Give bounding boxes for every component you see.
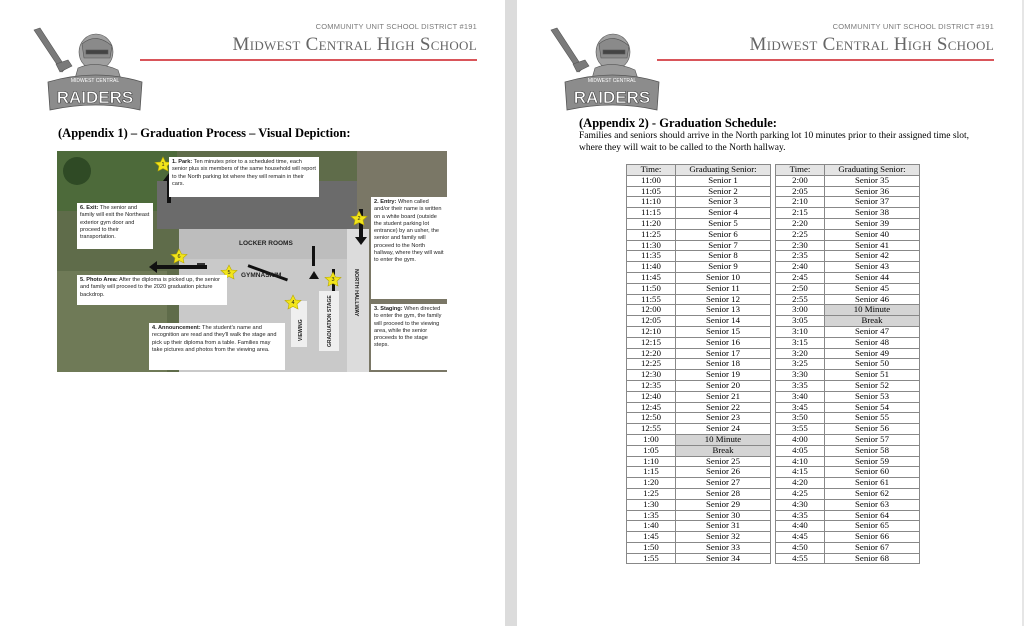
senior-cell: Senior 30 — [676, 510, 771, 521]
raiders-logo — [26, 24, 146, 112]
senior-cell: Senior 66 — [825, 532, 920, 543]
senior-cell: Senior 15 — [676, 326, 771, 337]
senior-cell: Senior 28 — [676, 488, 771, 499]
senior-cell: Senior 5 — [676, 218, 771, 229]
senior-cell: Senior 21 — [676, 391, 771, 402]
senior-cell: Senior 18 — [676, 359, 771, 370]
senior-cell: Senior 1 — [676, 175, 771, 186]
step-4-callout: 4. Announcement: The student's name and recognition are read and they'll walk the stage and pick up their diploma from a table. Families may take pictures and photos from the viewing area. — [149, 323, 285, 370]
time-cell: 3:30 — [776, 370, 825, 381]
time-cell: 11:50 — [627, 283, 676, 294]
senior-cell: Senior 36 — [825, 186, 920, 197]
time-cell: 3:00 — [776, 305, 825, 316]
senior-cell: Senior 20 — [676, 380, 771, 391]
time-cell: 2:30 — [776, 240, 825, 251]
senior-cell: Senior 19 — [676, 370, 771, 381]
senior-cell: Senior 38 — [825, 208, 920, 219]
senior-cell: Senior 27 — [676, 478, 771, 489]
time-cell: 12:25 — [627, 359, 676, 370]
table-row — [627, 218, 920, 229]
time-cell: 1:05 — [627, 445, 676, 456]
time-cell: 3:55 — [776, 424, 825, 435]
logo-arc-text: MIDWEST CENTRAL — [70, 78, 120, 84]
senior-cell: Senior 16 — [676, 337, 771, 348]
time-cell: 12:55 — [627, 424, 676, 435]
schedule-intro: Families and seniors should arrive in the North parking lot 10 minutes prior to their assigned time slot, where they will wait to be called to the North hallway. — [579, 131, 969, 153]
time-cell: 2:00 — [776, 175, 825, 186]
senior-cell: Senior 8 — [676, 251, 771, 262]
time-cell: 3:25 — [776, 359, 825, 370]
time-cell: 4:55 — [776, 553, 825, 564]
table-row — [627, 553, 920, 564]
star-2-label: 2 — [357, 216, 361, 222]
senior-cell: Senior 64 — [825, 510, 920, 521]
senior-cell: Senior 65 — [825, 521, 920, 532]
senior-cell: Senior 10 — [676, 272, 771, 283]
time-cell: 4:45 — [776, 532, 825, 543]
time-cell: 2:10 — [776, 197, 825, 208]
viewing-label: VIEWING — [298, 319, 304, 341]
time-cell: 3:10 — [776, 326, 825, 337]
senior-cell: Senior 12 — [676, 294, 771, 305]
time-cell: 3:35 — [776, 380, 825, 391]
time-cell: 11:00 — [627, 175, 676, 186]
senior-cell: Senior 44 — [825, 272, 920, 283]
senior-cell: Senior 68 — [825, 553, 920, 564]
time-cell: 4:30 — [776, 499, 825, 510]
time-cell: 2:05 — [776, 186, 825, 197]
step-5-callout: 5. Photo Area: After the diploma is picked up, the senior and family will proceed to the 2020 graduation picture backdrop. — [77, 275, 227, 305]
time-cell: 11:30 — [627, 240, 676, 251]
gymnasium-label: GYMNASIUM — [241, 272, 282, 279]
time-cell: 1:50 — [627, 542, 676, 553]
time-cell: 1:40 — [627, 521, 676, 532]
senior-cell: Senior 34 — [676, 553, 771, 564]
table-row — [627, 445, 920, 456]
north-hallway-label: NORTH HALLWAY — [353, 269, 359, 317]
senior-cell: Senior 42 — [825, 251, 920, 262]
time-cell: 12:15 — [627, 337, 676, 348]
senior-cell: Senior 35 — [825, 175, 920, 186]
time-cell: 2:50 — [776, 283, 825, 294]
time-cell: 11:45 — [627, 272, 676, 283]
senior-cell: Senior 32 — [676, 532, 771, 543]
star-5-label: 5 — [227, 270, 231, 276]
time-cell: 4:40 — [776, 521, 825, 532]
time-cell: 2:45 — [776, 272, 825, 283]
senior-cell: Senior 39 — [825, 218, 920, 229]
time-cell: 11:25 — [627, 229, 676, 240]
table-row — [627, 316, 920, 327]
star-3-label: 3 — [331, 277, 335, 283]
time-cell: 12:45 — [627, 402, 676, 413]
header-time: Time: — [627, 165, 676, 176]
time-cell: 4:20 — [776, 478, 825, 489]
table-row — [627, 467, 920, 478]
header-time: Time: — [776, 165, 825, 176]
time-cell: 1:35 — [627, 510, 676, 521]
time-cell: 1:00 — [627, 434, 676, 445]
senior-cell: Senior 23 — [676, 413, 771, 424]
senior-cell: Senior 26 — [676, 467, 771, 478]
senior-cell: Senior 17 — [676, 348, 771, 359]
star-4-label: 4 — [291, 300, 295, 306]
time-cell: 11:20 — [627, 218, 676, 229]
time-cell: 12:40 — [627, 391, 676, 402]
raiders-logo — [543, 24, 663, 112]
time-cell: 4:50 — [776, 542, 825, 553]
table-row — [627, 478, 920, 489]
senior-cell: Senior 43 — [825, 262, 920, 273]
step-1-callout: 1. Park: Ten minutes prior to a scheduled time, each senior plus six members of the same household will report to the North parking lot where they will remain in their cars. — [169, 157, 319, 197]
table-row — [627, 337, 920, 348]
senior-cell: Break — [825, 316, 920, 327]
district-name: COMMUNITY UNIT SCHOOL DISTRICT #191 — [832, 22, 994, 31]
table-row — [627, 229, 920, 240]
time-cell: 1:15 — [627, 467, 676, 478]
locker-rooms-label: LOCKER ROOMS — [239, 240, 293, 247]
senior-cell: Senior 60 — [825, 467, 920, 478]
senior-cell: Senior 56 — [825, 424, 920, 435]
table-row — [627, 262, 920, 273]
senior-cell: Senior 58 — [825, 445, 920, 456]
table-row — [627, 197, 920, 208]
senior-cell: Break — [676, 445, 771, 456]
time-cell: 3:15 — [776, 337, 825, 348]
senior-cell: Senior 22 — [676, 402, 771, 413]
step-2-callout: 2. Entry: When called and/or their name is written on a white board (outside the student parking lot entrance) by an usher, the senior and family will proceed to the North hallway, where they will wait to enter the gym. — [371, 197, 447, 299]
time-cell: 12:05 — [627, 316, 676, 327]
senior-cell: Senior 40 — [825, 229, 920, 240]
senior-cell: Senior 9 — [676, 262, 771, 273]
table-header-row — [627, 165, 920, 176]
step-3-callout: 3. Staging: When directed to enter the gym, the family will proceed to the viewing area, while the senior proceeds to the stage steps. — [371, 304, 447, 370]
table-row — [627, 208, 920, 219]
table-row — [627, 499, 920, 510]
graduation-process-diagram — [57, 151, 447, 372]
table-row — [627, 510, 920, 521]
senior-cell: 10 Minute — [825, 305, 920, 316]
time-cell: 3:45 — [776, 402, 825, 413]
senior-cell: Senior 25 — [676, 456, 771, 467]
senior-cell: Senior 33 — [676, 542, 771, 553]
logo-text: RAIDERS — [573, 88, 651, 107]
document-page-1 — [0, 0, 505, 626]
time-cell: 1:10 — [627, 456, 676, 467]
senior-cell: Senior 14 — [676, 316, 771, 327]
senior-cell: Senior 63 — [825, 499, 920, 510]
time-cell: 4:35 — [776, 510, 825, 521]
time-cell: 4:15 — [776, 467, 825, 478]
senior-cell: Senior 52 — [825, 380, 920, 391]
header-senior: Graduating Senior: — [825, 165, 920, 176]
senior-cell: Senior 67 — [825, 542, 920, 553]
table-row — [627, 175, 920, 186]
school-name: Midwest Central High School — [749, 34, 994, 55]
table-row — [627, 240, 920, 251]
step-6-callout: 6. Exit: The senior and family will exit the Northeast exterior gym door and proceed to their transportation. — [77, 203, 153, 249]
time-cell: 11:15 — [627, 208, 676, 219]
senior-cell: Senior 2 — [676, 186, 771, 197]
time-cell: 4:25 — [776, 488, 825, 499]
time-cell: 4:00 — [776, 434, 825, 445]
senior-cell: Senior 59 — [825, 456, 920, 467]
time-cell: 1:30 — [627, 499, 676, 510]
header-rule — [657, 59, 994, 61]
senior-cell: 10 Minute — [676, 434, 771, 445]
table-row — [627, 305, 920, 316]
senior-cell: Senior 29 — [676, 499, 771, 510]
table-row — [627, 283, 920, 294]
time-cell: 11:10 — [627, 197, 676, 208]
page-gutter — [505, 0, 517, 626]
time-cell: 1:55 — [627, 553, 676, 564]
senior-cell: Senior 57 — [825, 434, 920, 445]
senior-cell: Senior 41 — [825, 240, 920, 251]
table-row — [627, 359, 920, 370]
table-row — [627, 391, 920, 402]
table-row — [627, 186, 920, 197]
district-name: COMMUNITY UNIT SCHOOL DISTRICT #191 — [315, 22, 477, 31]
graduation-schedule-table — [626, 164, 920, 564]
senior-cell: Senior 11 — [676, 283, 771, 294]
time-cell: 2:20 — [776, 218, 825, 229]
time-cell: 11:55 — [627, 294, 676, 305]
appendix-2-heading: (Appendix 2) - Graduation Schedule: — [579, 116, 777, 130]
time-cell: 2:55 — [776, 294, 825, 305]
star-1-label: 1 — [161, 162, 165, 168]
senior-cell: Senior 4 — [676, 208, 771, 219]
time-cell: 3:40 — [776, 391, 825, 402]
senior-cell: Senior 48 — [825, 337, 920, 348]
header-senior: Graduating Senior: — [676, 165, 771, 176]
star-6-label: 6 — [177, 254, 181, 260]
school-name: Midwest Central High School — [232, 34, 477, 55]
senior-cell: Senior 6 — [676, 229, 771, 240]
table-row — [627, 370, 920, 381]
document-page-2 — [517, 0, 1022, 626]
time-cell: 1:45 — [627, 532, 676, 543]
senior-cell: Senior 55 — [825, 413, 920, 424]
time-cell: 12:50 — [627, 413, 676, 424]
table-row — [627, 402, 920, 413]
time-cell: 12:10 — [627, 326, 676, 337]
table-row — [627, 272, 920, 283]
table-row — [627, 380, 920, 391]
table-row — [627, 542, 920, 553]
time-cell: 4:05 — [776, 445, 825, 456]
time-cell: 12:35 — [627, 380, 676, 391]
time-cell: 2:40 — [776, 262, 825, 273]
time-cell: 11:35 — [627, 251, 676, 262]
table-row — [627, 413, 920, 424]
senior-cell: Senior 51 — [825, 370, 920, 381]
senior-cell: Senior 45 — [825, 283, 920, 294]
table-row — [627, 488, 920, 499]
time-cell: 2:15 — [776, 208, 825, 219]
logo-arc-text: MIDWEST CENTRAL — [587, 78, 637, 84]
table-row — [627, 294, 920, 305]
senior-cell: Senior 13 — [676, 305, 771, 316]
time-cell: 11:05 — [627, 186, 676, 197]
senior-cell: Senior 49 — [825, 348, 920, 359]
senior-cell: Senior 61 — [825, 478, 920, 489]
table-row — [627, 348, 920, 359]
senior-cell: Senior 50 — [825, 359, 920, 370]
senior-cell: Senior 3 — [676, 197, 771, 208]
table-row — [627, 532, 920, 543]
appendix-1-heading: (Appendix 1) – Graduation Process – Visual Depiction: — [58, 126, 351, 140]
table-row — [627, 326, 920, 337]
time-cell: 2:25 — [776, 229, 825, 240]
time-cell: 12:20 — [627, 348, 676, 359]
senior-cell: Senior 37 — [825, 197, 920, 208]
time-cell: 4:10 — [776, 456, 825, 467]
senior-cell: Senior 54 — [825, 402, 920, 413]
logo-text: RAIDERS — [56, 88, 134, 107]
senior-cell: Senior 53 — [825, 391, 920, 402]
table-row — [627, 456, 920, 467]
time-cell: 3:20 — [776, 348, 825, 359]
time-cell: 12:00 — [627, 305, 676, 316]
graduation-stage-label: GRADUATION STAGE — [327, 295, 333, 347]
senior-cell: Senior 24 — [676, 424, 771, 435]
time-cell: 1:25 — [627, 488, 676, 499]
senior-cell: Senior 47 — [825, 326, 920, 337]
senior-cell: Senior 62 — [825, 488, 920, 499]
header-rule — [140, 59, 477, 61]
time-cell: 1:20 — [627, 478, 676, 489]
time-cell: 3:05 — [776, 316, 825, 327]
senior-cell: Senior 46 — [825, 294, 920, 305]
table-row — [627, 424, 920, 435]
senior-cell: Senior 7 — [676, 240, 771, 251]
time-cell: 3:50 — [776, 413, 825, 424]
table-row — [627, 434, 920, 445]
senior-cell: Senior 31 — [676, 521, 771, 532]
time-cell: 12:30 — [627, 370, 676, 381]
table-row — [627, 521, 920, 532]
table-row — [627, 251, 920, 262]
time-cell: 2:35 — [776, 251, 825, 262]
time-cell: 11:40 — [627, 262, 676, 273]
